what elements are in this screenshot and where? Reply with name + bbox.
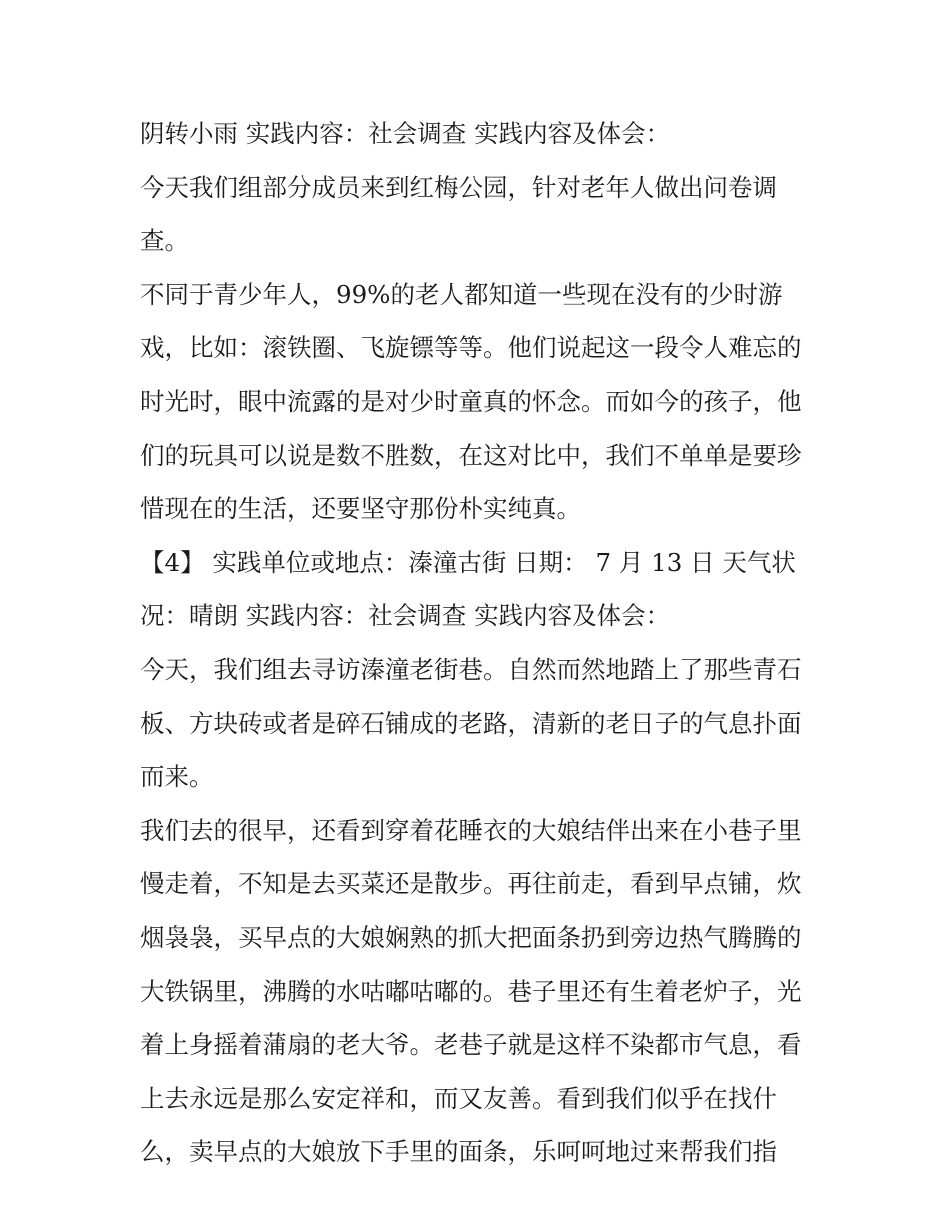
text-line: 查。: [140, 226, 189, 256]
text-line: 今天我们组部分成员来到红梅公园，针对老年人做出问卷调: [140, 172, 777, 202]
text-line: 烟袅袅，买早点的大娘娴熟的抓大把面条扔到旁边热气腾腾的: [140, 922, 802, 952]
text-line: 慢走着，不知是去买菜还是散步。再往前走，看到早点铺，炊: [140, 869, 802, 899]
text-line: 上去永远是那么安定祥和，而又友善。看到我们似乎在找什: [140, 1083, 777, 1113]
text-line: 惜现在的生活，还要坚守那份朴实纯真。: [140, 494, 581, 524]
text-line: 戏，比如：滚铁圈、飞旋镖等等。他们说起这一段令人难忘的: [140, 333, 802, 363]
text-line: 不同于青少年人，99%的老人都知道一些现在没有的少时游: [140, 279, 783, 309]
body-text: [140, 107, 820, 1179]
text-line: 而来。: [140, 762, 214, 792]
text-line: 们的玩具可以说是数不胜数，在这对比中，我们不单单是要珍: [140, 440, 802, 470]
text-line: 阴转小雨 实践内容：社会调查 实践内容及体会：: [140, 119, 671, 148]
text-line: 况：晴朗 实践内容：社会调查 实践内容及体会：: [140, 601, 671, 631]
text-line: 板、方块砖或者是碎石铺成的老路，清新的老日子的气息扑面: [140, 708, 802, 738]
text-line: 时光时，眼中流露的是对少时童真的怀念。而如今的孩子，他: [140, 386, 802, 416]
text-line: 今天，我们组去寻访溱潼老街巷。自然而然地踏上了那些青石: [140, 654, 802, 684]
text-line: 着上身摇着蒲扇的老大爷。老巷子就是这样不染都市气息，看: [140, 1030, 802, 1060]
text-line: 我们去的很早，还看到穿着花睡衣的大娘结伴出来在小巷子里: [140, 815, 802, 845]
text-line: 大铁锅里，沸腾的水咕嘟咕嘟的。巷子里还有生着老炉子，光: [140, 976, 802, 1006]
text-line: 【4】 实践单位或地点：溱潼古街 日期： 7 月 13 日 天气状: [140, 547, 796, 577]
text-line: 么，卖早点的大娘放下手里的面条，乐呵呵地过来帮我们指: [140, 1137, 777, 1167]
